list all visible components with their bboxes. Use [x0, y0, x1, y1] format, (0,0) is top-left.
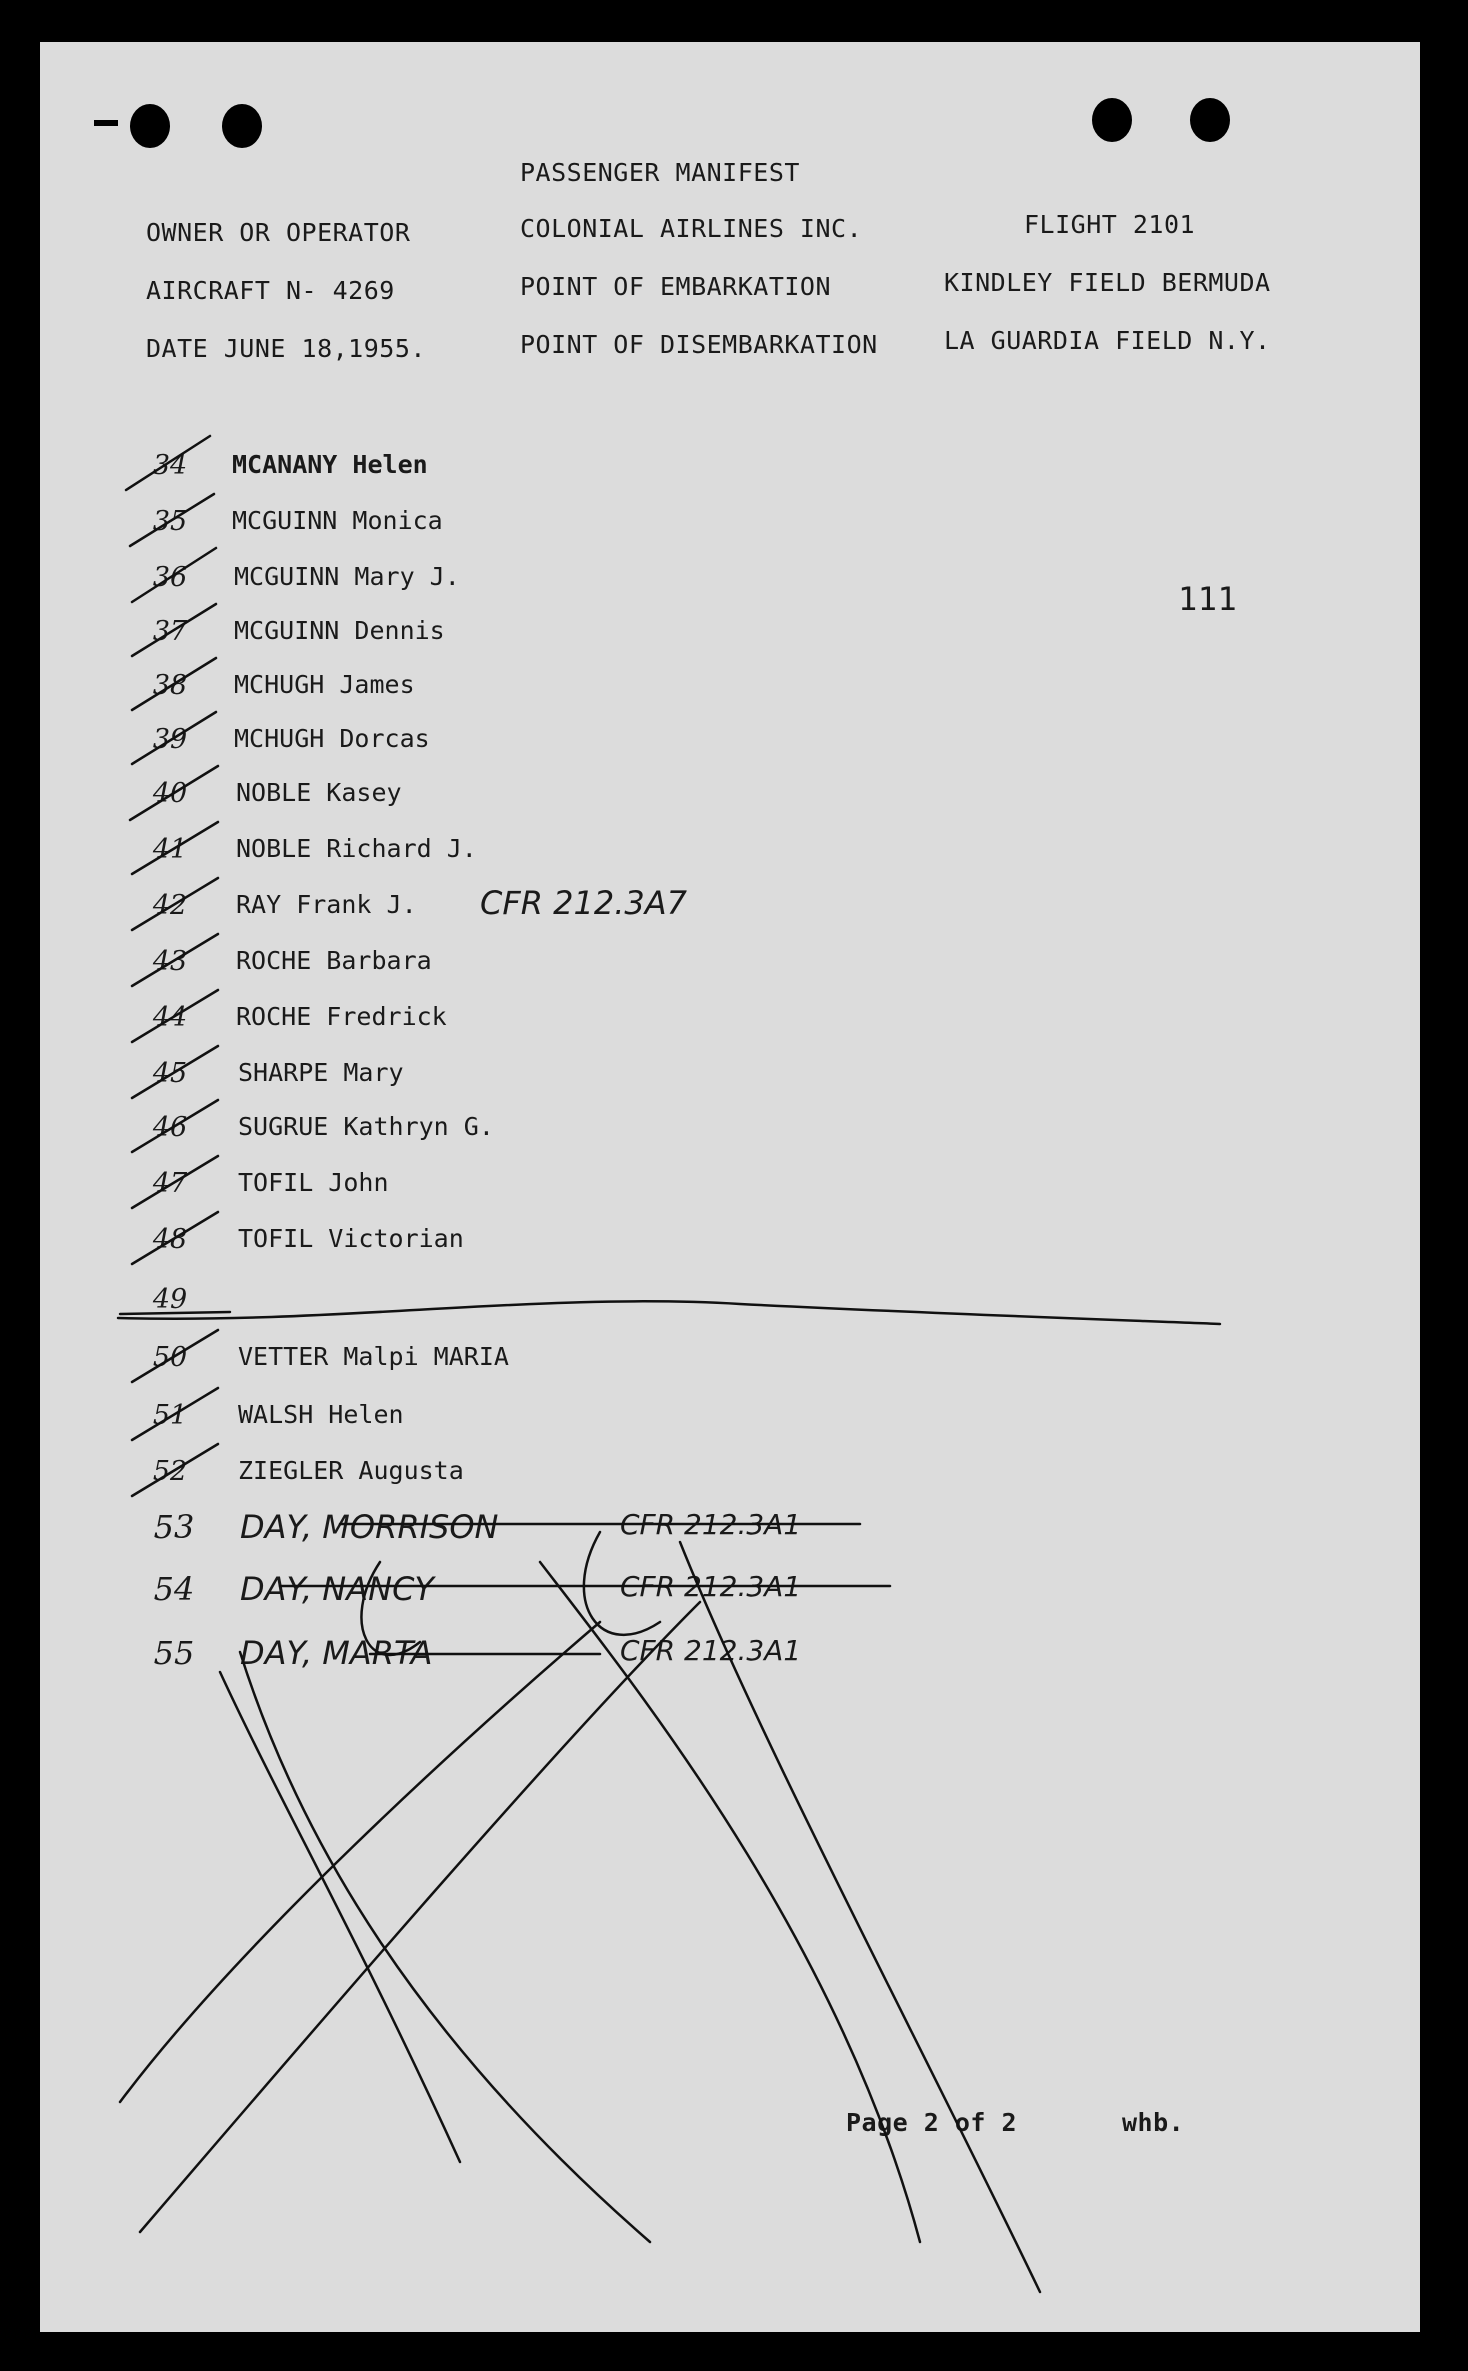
- embarkation-value: KINDLEY FIELD BERMUDA: [944, 268, 1271, 297]
- manifest-sheet: [40, 42, 1420, 2332]
- disembarkation-value: LA GUARDIA FIELD N.Y.: [944, 326, 1271, 355]
- passenger-number: 43: [152, 946, 188, 977]
- passenger-number: 50: [152, 1342, 188, 1373]
- passenger-number: 36: [152, 562, 188, 593]
- check-mark-icon: [132, 990, 218, 1042]
- check-mark-icon: [132, 1100, 218, 1152]
- flight-date: DATE JUNE 18,1955.: [146, 334, 426, 363]
- handwritten-cfr-note: CFR 212.3A1: [620, 1634, 802, 1667]
- handwritten-number: 54: [153, 1570, 195, 1608]
- check-mark-icon: [132, 1046, 218, 1098]
- cross-out-stroke: [680, 1542, 1040, 2292]
- check-mark-icon: [132, 658, 216, 710]
- check-mark-icon: [132, 1330, 218, 1382]
- check-mark-icon: [132, 548, 216, 602]
- disembarkation-label: POINT OF DISEMBARKATION: [520, 330, 878, 359]
- passenger-number: 34: [152, 450, 188, 481]
- passenger-name: NOBLE Richard J.: [236, 834, 477, 863]
- cross-out-stroke: [120, 1622, 600, 2102]
- check-mark-icon: [130, 494, 214, 546]
- passenger-number: 46: [152, 1112, 188, 1143]
- passenger-name: MCGUINN Monica: [232, 506, 443, 535]
- passenger-number: 37: [152, 616, 188, 647]
- cross-out-stroke: [220, 1672, 460, 2162]
- flight-number: FLIGHT 2101: [1024, 210, 1196, 239]
- check-mark-icon: [130, 766, 218, 820]
- ink-markings: [40, 42, 1420, 2332]
- passenger-number: 42: [152, 890, 188, 921]
- strike-line: [118, 1301, 1220, 1324]
- owner-value: COLONIAL AIRLINES INC.: [520, 214, 863, 243]
- passenger-name: ZIEGLER Augusta: [238, 1456, 464, 1485]
- handwritten-name: DAY, MARTA: [240, 1634, 433, 1672]
- handwritten-cfr-note: CFR 212.3A1: [620, 1508, 802, 1541]
- handwritten-number: 55: [153, 1634, 195, 1672]
- passenger-number: 51: [152, 1400, 188, 1431]
- passenger-number: 47: [152, 1168, 188, 1199]
- handwritten-name: DAY, MORRISON: [240, 1508, 499, 1546]
- passenger-name: MCHUGH James: [234, 670, 415, 699]
- clerk-initials: whb.: [1122, 2108, 1185, 2137]
- passenger-name: ROCHE Fredrick: [236, 1002, 447, 1031]
- cross-out-stroke: [584, 1532, 660, 1635]
- passenger-name: ROCHE Barbara: [236, 946, 432, 975]
- passenger-number: 38: [152, 670, 188, 701]
- check-mark-icon: [132, 1156, 218, 1208]
- check-mark-icon: [126, 436, 210, 490]
- passenger-number: 49: [152, 1284, 188, 1315]
- passenger-number: 40: [152, 778, 188, 809]
- passenger-name: SUGRUE Kathryn G.: [238, 1112, 494, 1141]
- cross-out-stroke: [361, 1562, 420, 1655]
- handwritten-cfr-note: CFR 212.3A7: [480, 884, 688, 922]
- embarkation-label: POINT OF EMBARKATION: [520, 272, 832, 301]
- cross-out-stroke: [140, 1602, 700, 2232]
- passenger-name: SHARPE Mary: [238, 1058, 404, 1087]
- manifest-title: PASSENGER MANIFEST: [520, 158, 800, 187]
- check-mark-icon: [132, 878, 218, 930]
- check-mark-icon: [132, 604, 216, 656]
- passenger-number: 48: [152, 1224, 188, 1255]
- check-mark-icon: [132, 822, 218, 874]
- passenger-name: MCHUGH Dorcas: [234, 724, 430, 753]
- passenger-name: MCANANY Helen: [232, 450, 428, 479]
- check-mark-icon: [132, 934, 218, 986]
- check-mark-icon: [132, 1388, 218, 1440]
- passenger-name: RAY Frank J.: [236, 890, 417, 919]
- passenger-name: TOFIL John: [238, 1168, 389, 1197]
- passenger-number: 44: [152, 1002, 188, 1033]
- cross-out-stroke: [540, 1562, 920, 2242]
- passenger-name: MCGUINN Dennis: [234, 616, 445, 645]
- handwritten-cfr-note: CFR 212.3A1: [620, 1570, 802, 1603]
- check-mark-icon: [132, 1444, 218, 1496]
- passenger-name: MCGUINN Mary J.: [234, 562, 460, 591]
- page-number: Page 2 of 2: [846, 2108, 1018, 2137]
- passenger-number: 39: [152, 724, 188, 755]
- passenger-number: 45: [152, 1058, 188, 1089]
- owner-label: OWNER OR OPERATOR: [146, 218, 411, 247]
- passenger-name: WALSH Helen: [238, 1400, 404, 1429]
- aircraft-number: AIRCRAFT N- 4269: [146, 276, 395, 305]
- cross-out-stroke: [240, 1652, 650, 2242]
- handwritten-number: 53: [153, 1508, 195, 1546]
- check-mark-icon: [132, 712, 216, 764]
- passenger-count-note: 111: [1178, 580, 1238, 618]
- passenger-name: TOFIL Victorian: [238, 1224, 464, 1253]
- passenger-name: VETTER Malpi MARIA: [238, 1342, 509, 1371]
- passenger-number: 52: [152, 1456, 188, 1487]
- handwritten-name: DAY, NANCY: [240, 1570, 434, 1608]
- check-mark-icon: [132, 1212, 218, 1264]
- passenger-number: 41: [152, 834, 188, 865]
- strike-line: [120, 1312, 230, 1314]
- passenger-number: 35: [152, 506, 188, 537]
- passenger-name: NOBLE Kasey: [236, 778, 402, 807]
